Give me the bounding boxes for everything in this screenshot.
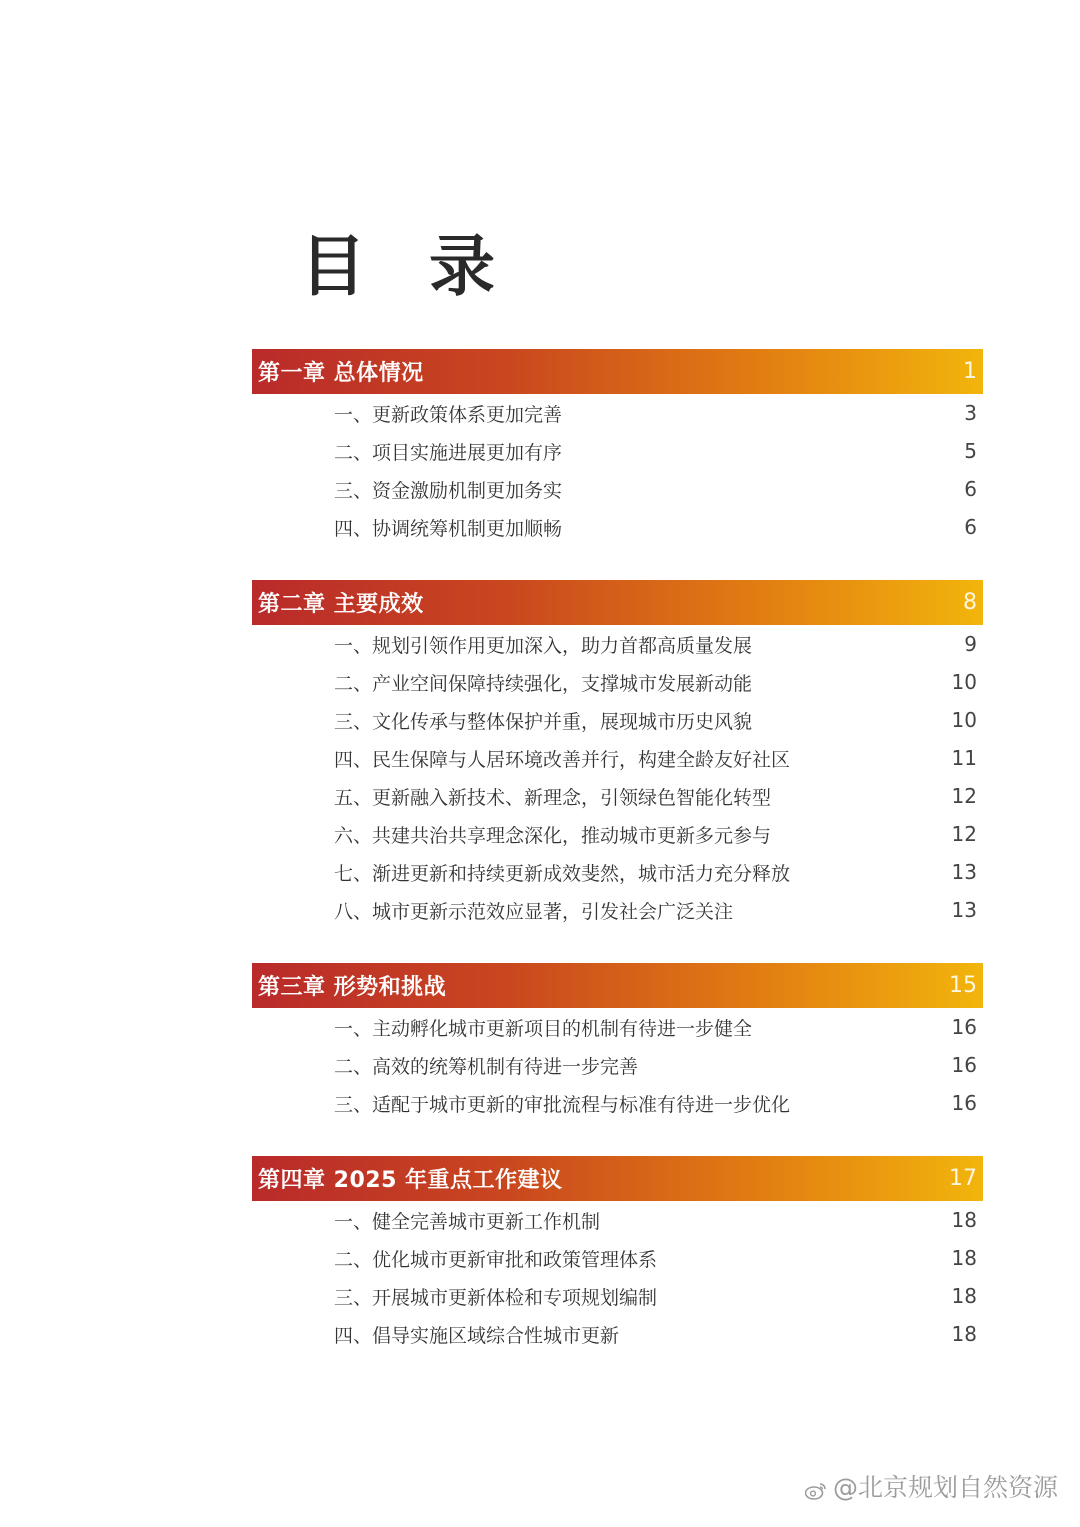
toc-entry-page: 18 <box>951 1284 977 1308</box>
toc-entry-page: 5 <box>964 439 977 463</box>
watermark-text: @北京规划自然资源 <box>832 1473 1058 1502</box>
toc-entry-text: 三、适配于城市更新的审批流程与标准有待进一步优化 <box>334 1093 791 1116</box>
chapter-2 <box>252 580 983 929</box>
toc-entry-page: 10 <box>951 670 977 694</box>
toc-entry[interactable] <box>252 1046 983 1084</box>
toc-entry[interactable] <box>252 625 983 663</box>
toc-entry-text: 八、城市更新示范效应显著，引发社会广泛关注 <box>334 900 734 923</box>
table-of-contents <box>252 349 983 1387</box>
watermark <box>805 1468 1058 1504</box>
toc-entry[interactable] <box>252 394 983 432</box>
toc-entry[interactable] <box>252 853 983 891</box>
chapter-1 <box>252 349 983 546</box>
toc-entry[interactable] <box>252 1084 983 1122</box>
toc-entry-text: 四、倡导实施区域综合性城市更新 <box>334 1324 620 1347</box>
toc-entry-text: 一、规划引领作用更加深入，助力首都高质量发展 <box>334 634 753 657</box>
toc-entry-page: 11 <box>951 746 977 770</box>
toc-entry-text: 三、资金激励机制更加务实 <box>334 479 563 502</box>
toc-entry[interactable] <box>252 1315 983 1353</box>
toc-entry[interactable] <box>252 1277 983 1315</box>
toc-entry-page: 9 <box>964 632 977 656</box>
toc-entry[interactable] <box>252 432 983 470</box>
chapter-heading[interactable] <box>252 349 983 394</box>
toc-entry-text: 四、协调统筹机制更加顺畅 <box>334 517 563 540</box>
toc-entry-text: 一、主动孵化城市更新项目的机制有待进一步健全 <box>334 1017 753 1040</box>
toc-entry-text: 三、开展城市更新体检和专项规划编制 <box>334 1286 658 1309</box>
toc-entry-text: 五、更新融入新技术、新理念，引领绿色智能化转型 <box>334 786 772 809</box>
toc-entry-page: 6 <box>964 515 977 539</box>
toc-entry-text: 二、高效的统筹机制有待进一步完善 <box>334 1055 639 1078</box>
toc-entry[interactable] <box>252 1008 983 1046</box>
toc-entry-text: 一、更新政策体系更加完善 <box>334 403 563 426</box>
toc-entry[interactable] <box>252 470 983 508</box>
chapter-title: 第三章 形势和挑战 <box>258 975 447 1000</box>
toc-entry-text: 二、优化城市更新审批和政策管理体系 <box>334 1248 658 1271</box>
weibo-icon <box>805 1477 827 1495</box>
toc-entry-page: 3 <box>964 401 977 425</box>
chapter-page-number: 15 <box>949 973 977 998</box>
toc-entry[interactable] <box>252 739 983 777</box>
chapter-title: 第一章 总体情况 <box>258 361 424 386</box>
toc-entry[interactable] <box>252 815 983 853</box>
toc-entry[interactable] <box>252 1239 983 1277</box>
toc-entry-page: 16 <box>951 1053 977 1077</box>
toc-entry-text: 一、健全完善城市更新工作机制 <box>334 1210 601 1233</box>
toc-entry[interactable] <box>252 508 983 546</box>
toc-entry-page: 16 <box>951 1015 977 1039</box>
toc-entry-text: 二、项目实施进展更加有序 <box>334 441 563 464</box>
toc-entry-page: 12 <box>951 784 977 808</box>
chapter-title: 第四章 2025 年重点工作建议 <box>258 1168 563 1193</box>
toc-entry-page: 6 <box>964 477 977 501</box>
toc-entry-text: 六、共建共治共享理念深化，推动城市更新多元参与 <box>334 824 772 847</box>
toc-entry-page: 13 <box>951 860 977 884</box>
toc-entry-page: 16 <box>951 1091 977 1115</box>
toc-entry-page: 18 <box>951 1322 977 1346</box>
toc-entry[interactable] <box>252 1201 983 1239</box>
chapter-page-number: 17 <box>949 1166 977 1191</box>
toc-entry-text: 三、文化传承与整体保护并重，展现城市历史风貌 <box>334 710 753 733</box>
chapter-heading[interactable] <box>252 1156 983 1201</box>
toc-entry-text: 七、渐进更新和持续更新成效斐然，城市活力充分释放 <box>334 862 791 885</box>
toc-entry[interactable] <box>252 891 983 929</box>
toc-entry-page: 18 <box>951 1208 977 1232</box>
toc-entry[interactable] <box>252 777 983 815</box>
page-title: 目 录 <box>300 228 515 305</box>
toc-entry-text: 二、产业空间保障持续强化，支撑城市发展新动能 <box>334 672 753 695</box>
chapter-4 <box>252 1156 983 1353</box>
toc-entry-page: 18 <box>951 1246 977 1270</box>
toc-entry-page: 12 <box>951 822 977 846</box>
toc-entry-text: 四、民生保障与人居环境改善并行，构建全龄友好社区 <box>334 748 791 771</box>
chapter-page-number: 8 <box>963 590 977 615</box>
toc-entry[interactable] <box>252 701 983 739</box>
chapter-title: 第二章 主要成效 <box>258 592 424 617</box>
chapter-page-number: 1 <box>963 359 977 384</box>
chapter-3 <box>252 963 983 1122</box>
chapter-heading[interactable] <box>252 580 983 625</box>
toc-entry-page: 13 <box>951 898 977 922</box>
chapter-heading[interactable] <box>252 963 983 1008</box>
toc-entry[interactable] <box>252 663 983 701</box>
toc-entry-page: 10 <box>951 708 977 732</box>
